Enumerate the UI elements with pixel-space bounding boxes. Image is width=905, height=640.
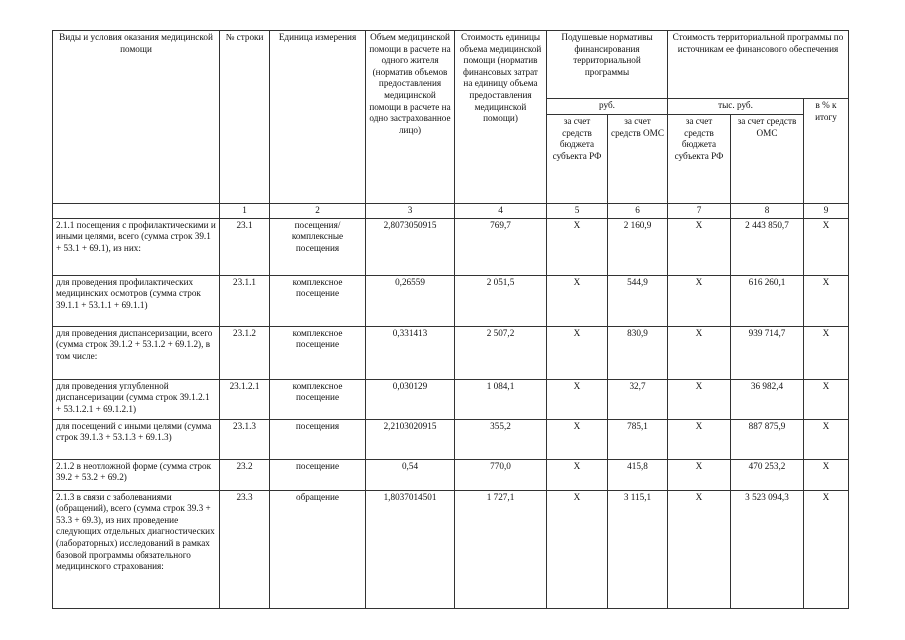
row-budget-thousand: X xyxy=(668,275,731,326)
row-budget-rub: X xyxy=(547,459,608,490)
row-oms-rub: 415,8 xyxy=(608,459,668,490)
row-budget-rub: X xyxy=(547,379,608,419)
row-budget-rub: X xyxy=(547,419,608,459)
table-row xyxy=(53,459,849,490)
row-oms-rub: 3 115,1 xyxy=(608,490,668,608)
row-oms-thousand: 2 443 850,7 xyxy=(731,218,804,275)
row-kind: 2.1.3 в связи с заболеваниями (обращений), всего (сумма строк 39.3 + 53.3 + 69.3), из них проведение следующих отдельных диагностических (лабораторных) исследований в рамках базовой программы обязательного медицинского страхования: xyxy=(53,490,220,608)
row-budget-rub: X xyxy=(547,490,608,608)
row-budget-thousand: X xyxy=(668,326,731,379)
row-budget-rub: X xyxy=(547,218,608,275)
row-percent: X xyxy=(804,275,849,326)
row-cost: 770,0 xyxy=(455,459,547,490)
row-unit: посещения/ комплексные посещения xyxy=(270,218,366,275)
row-percent: X xyxy=(804,459,849,490)
row-cost: 769,7 xyxy=(455,218,547,275)
row-oms-thousand: 470 253,2 xyxy=(731,459,804,490)
row-volume: 0,331413 xyxy=(366,326,455,379)
row-percent: X xyxy=(804,379,849,419)
row-unit: обращение xyxy=(270,490,366,608)
row-oms-rub: 785,1 xyxy=(608,419,668,459)
row-number: 23.3 xyxy=(220,490,270,608)
row-oms-rub: 830,9 xyxy=(608,326,668,379)
header-budget-thousand: за счет средств бюджета субъекта РФ xyxy=(668,115,731,204)
row-percent: X xyxy=(804,326,849,379)
column-number: 1 xyxy=(220,204,270,219)
row-oms-rub: 32,7 xyxy=(608,379,668,419)
row-number: 23.1.2 xyxy=(220,326,270,379)
table-row xyxy=(53,490,849,608)
row-cost: 2 051,5 xyxy=(455,275,547,326)
column-number: 8 xyxy=(731,204,804,219)
row-number: 23.1.1 xyxy=(220,275,270,326)
row-oms-thousand: 616 260,1 xyxy=(731,275,804,326)
row-budget-thousand: X xyxy=(668,490,731,608)
row-budget-thousand: X xyxy=(668,459,731,490)
table-row xyxy=(53,419,849,459)
financing-table xyxy=(52,30,849,609)
row-oms-thousand: 887 875,9 xyxy=(731,419,804,459)
row-kind: для посещений с иными целями (сумма строк 39.1.3 + 53.1.3 + 69.1.3) xyxy=(53,419,220,459)
column-number: 7 xyxy=(668,204,731,219)
row-budget-thousand: X xyxy=(668,379,731,419)
row-unit: посещение xyxy=(270,459,366,490)
header-oms-thousand: за счет средств ОМС xyxy=(731,115,804,204)
header-percent: в % к итогу xyxy=(804,99,849,204)
header-total-cost: Стоимость территориальной программы по источникам ее финансового обеспечения xyxy=(668,31,849,99)
header-unit: Единица измерения xyxy=(270,31,366,204)
row-cost: 1 084,1 xyxy=(455,379,547,419)
row-unit: комплексное посещение xyxy=(270,379,366,419)
row-oms-thousand: 939 714,7 xyxy=(731,326,804,379)
row-kind: для проведения диспансеризации, всего (сумма строк 39.1.2 + 53.1.2 + 69.1.2), в том числе: xyxy=(53,326,220,379)
row-budget-thousand: X xyxy=(668,419,731,459)
column-number: 2 xyxy=(270,204,366,219)
row-volume: 1,8037014501 xyxy=(366,490,455,608)
row-unit: комплексное посещение xyxy=(270,275,366,326)
row-number: 23.2 xyxy=(220,459,270,490)
header-volume: Объем медицинской помощи в расчете на одного жителя (норматив объемов предоставления медицинской помощи в расчете на одно застрахованное лицо) xyxy=(366,31,455,204)
row-number: 23.1 xyxy=(220,218,270,275)
row-oms-rub: 544,9 xyxy=(608,275,668,326)
header-budget-rub: за счет средств бюджета субъекта РФ xyxy=(547,115,608,204)
header-unit-rub: руб. xyxy=(547,99,668,115)
row-kind: 2.1.2 в неотложной форме (сумма строк 39.2 + 53.2 + 69.2) xyxy=(53,459,220,490)
column-number: 5 xyxy=(547,204,608,219)
table-row xyxy=(53,275,849,326)
row-unit: посещения xyxy=(270,419,366,459)
row-budget-rub: X xyxy=(547,326,608,379)
row-cost: 2 507,2 xyxy=(455,326,547,379)
table-row xyxy=(53,326,849,379)
row-percent: X xyxy=(804,218,849,275)
table-row xyxy=(53,218,849,275)
header-row-number: № строки xyxy=(220,31,270,204)
header-per-capita: Подушевые нормативы финансирования территориальной программы xyxy=(547,31,668,99)
column-number: 3 xyxy=(366,204,455,219)
row-volume: 2,8073050915 xyxy=(366,218,455,275)
row-budget-rub: X xyxy=(547,275,608,326)
row-percent: X xyxy=(804,490,849,608)
row-cost: 355,2 xyxy=(455,419,547,459)
column-numbers-row xyxy=(53,204,849,219)
header-unit-thousand-rub: тыс. руб. xyxy=(668,99,804,115)
row-volume: 0,54 xyxy=(366,459,455,490)
row-volume: 2,2103020915 xyxy=(366,419,455,459)
column-number xyxy=(53,204,220,219)
column-number: 6 xyxy=(608,204,668,219)
header-kind: Виды и условия оказания медицинской помощи xyxy=(53,31,220,204)
row-oms-thousand: 36 982,4 xyxy=(731,379,804,419)
row-volume: 0,26559 xyxy=(366,275,455,326)
row-kind: для проведения профилактических медицинских осмотров (сумма строк 39.1.1 + 53.1.1 + 69.1.1) xyxy=(53,275,220,326)
row-oms-rub: 2 160,9 xyxy=(608,218,668,275)
row-kind: для проведения углубленной диспансеризации (сумма строк 39.1.2.1 + 53.1.2.1 + 69.1.2.1) xyxy=(53,379,220,419)
header-oms-rub: за счет средств ОМС xyxy=(608,115,668,204)
header-cost: Стоимость единицы объема медицинской помощи (норматив финансовых затрат на единицу объема предоставления медицинской помощи) xyxy=(455,31,547,204)
table-row xyxy=(53,379,849,419)
row-percent: X xyxy=(804,419,849,459)
row-budget-thousand: X xyxy=(668,218,731,275)
row-number: 23.1.3 xyxy=(220,419,270,459)
row-volume: 0,030129 xyxy=(366,379,455,419)
row-cost: 1 727,1 xyxy=(455,490,547,608)
row-number: 23.1.2.1 xyxy=(220,379,270,419)
row-unit: комплексное посещение xyxy=(270,326,366,379)
column-number: 4 xyxy=(455,204,547,219)
column-number: 9 xyxy=(804,204,849,219)
row-oms-thousand: 3 523 094,3 xyxy=(731,490,804,608)
row-kind: 2.1.1 посещения с профилактическими и иными целями, всего (сумма строк 39.1 + 53.1 + 69.1), из них: xyxy=(53,218,220,275)
